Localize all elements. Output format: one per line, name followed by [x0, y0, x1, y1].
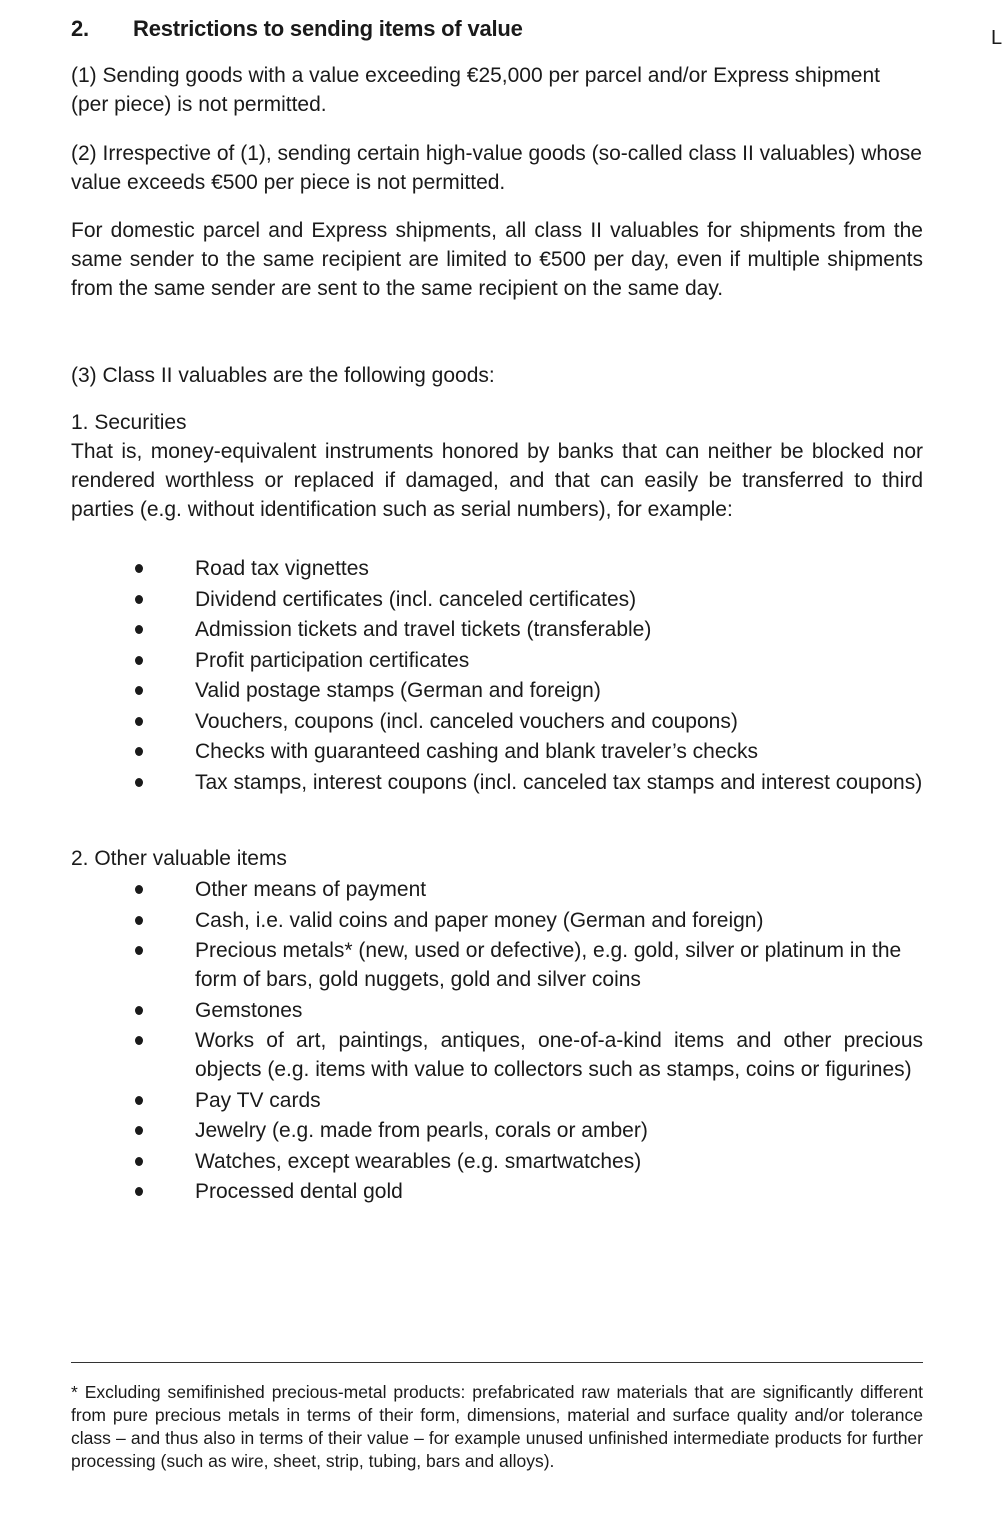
list-item: Precious metals* (new, used or defective), e.g. gold, silver or platinum in the form of bars, gold nuggets, gold and silver coins	[71, 936, 923, 994]
list-item: Pay TV cards	[71, 1086, 923, 1115]
paragraph-class-ii-limit: (2) Irrespective of (1), sending certain high-value goods (so-called class II valuables) whose value exceeds €500 per piece is not permitted.	[71, 142, 922, 194]
bullet-icon	[135, 946, 143, 955]
footnote-divider	[71, 1362, 923, 1363]
bullet-icon	[135, 747, 143, 756]
page-corner-mark: L	[991, 27, 1003, 49]
other-items-title: 2. Other valuable items	[71, 847, 287, 870]
list-item: Vouchers, coupons (incl. canceled vouchers and coupons)	[71, 707, 923, 736]
section-title: Restrictions to sending items of value	[133, 16, 523, 41]
bullet-icon	[135, 625, 143, 634]
section-heading	[71, 14, 523, 44]
bullet-icon	[135, 656, 143, 665]
list-item: Works of art, paintings, antiques, one-of-a-kind items and other precious objects (e.g. items with value to collectors such as stamps, coins or figurines)	[71, 1026, 923, 1084]
list-item: Tax stamps, interest coupons (incl. canceled tax stamps and interest coupons)	[71, 768, 923, 797]
list-item: Valid postage stamps (German and foreign)	[71, 676, 923, 705]
list-item: Dividend certificates (incl. canceled certificates)	[71, 585, 923, 614]
bullet-icon	[135, 686, 143, 695]
bullet-icon	[135, 1096, 143, 1105]
bullet-icon	[135, 1036, 143, 1045]
bullet-icon	[135, 1006, 143, 1015]
list-item: Admission tickets and travel tickets (transferable)	[71, 615, 923, 644]
paragraph-class-ii-intro: (3) Class II valuables are the following goods:	[71, 364, 495, 387]
list-item: Jewelry (e.g. made from pearls, corals or amber)	[71, 1116, 923, 1145]
bullet-icon	[135, 778, 143, 787]
paragraph-value-limit: (1) Sending goods with a value exceeding €25,000 per parcel and/or Express shipment (per piece) is not permitted.	[71, 64, 881, 116]
list-item: Profit participation certificates	[71, 646, 923, 675]
paragraph-domestic-limit: For domestic parcel and Express shipments, all class II valuables for shipments from the same sender to the same recipient are limited to €500 per day, even if multiple shipments from the same sender are sent to the same recipient on the same day.	[71, 219, 923, 300]
bullet-icon	[135, 717, 143, 726]
other-items-list	[71, 875, 923, 1208]
bullet-icon	[135, 564, 143, 573]
list-item: Road tax vignettes	[71, 554, 923, 583]
section-number: 2.	[71, 16, 89, 41]
securities-description: That is, money-equivalent instruments honored by banks that can neither be blocked nor rendered worthless or replaced if damaged, and that can easily be transferred to third parties (e.g. without identification such as serial numbers), for example:	[71, 440, 923, 521]
list-item: Processed dental gold	[71, 1177, 923, 1206]
bullet-icon	[135, 595, 143, 604]
bullet-icon	[135, 916, 143, 925]
list-item: Other means of payment	[71, 875, 923, 904]
bullet-icon	[135, 1126, 143, 1135]
footnote-precious-metals: * Excluding semifinished precious-metal products: prefabricated raw materials that are significantly different from pure precious metals in terms of their form, dimensions, material and surface quality and/or tolerance class – and thus also in terms of their value – for example unused unfinished intermediate products for further processing (such as wire, sheet, strip, tubing, bars and alloys).	[71, 1382, 923, 1471]
list-item: Checks with guaranteed cashing and blank traveler’s checks	[71, 737, 923, 766]
list-item: Watches, except wearables (e.g. smartwatches)	[71, 1147, 923, 1176]
bullet-icon	[135, 1157, 143, 1166]
list-item: Gemstones	[71, 996, 923, 1025]
securities-title: 1. Securities	[71, 411, 187, 434]
bullet-icon	[135, 1187, 143, 1196]
list-item: Cash, i.e. valid coins and paper money (German and foreign)	[71, 906, 923, 935]
bullet-icon	[135, 885, 143, 894]
securities-list	[71, 554, 923, 798]
